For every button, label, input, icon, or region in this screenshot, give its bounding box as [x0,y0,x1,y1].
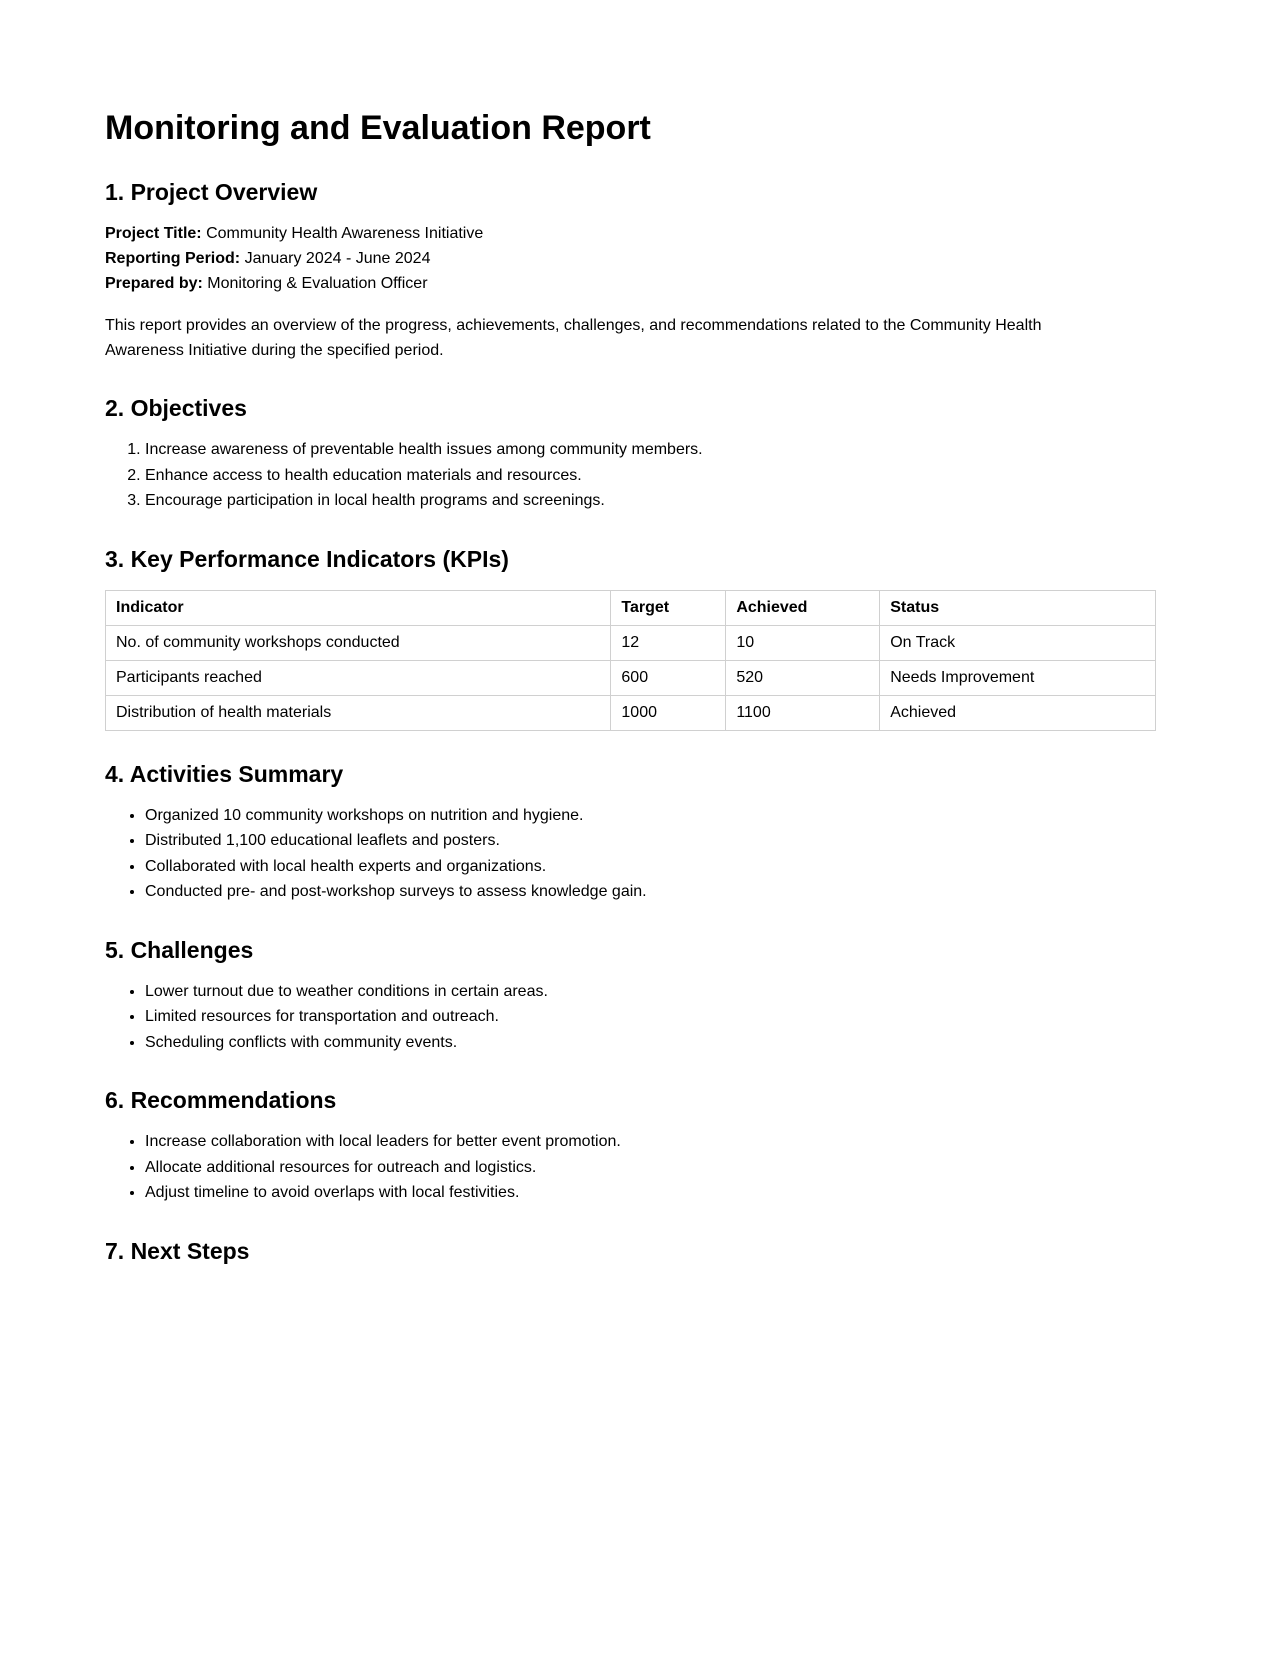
list-item: • Conducted pre- and post-workshop surveys to assess knowledge gain. [145,879,1158,905]
activities-list [105,803,1158,905]
cell-indicator: Distribution of health materials [106,695,611,730]
column-header-target: Target [611,590,726,625]
meta-value: Community Health Awareness Initiative [206,225,484,242]
cell-target: 600 [611,660,726,695]
meta-row-prepared-by [105,271,1158,296]
section-heading-overview: 1. Project Overview [105,179,318,205]
cell-status: Needs Improvement [880,660,1156,695]
list-item: • Lower turnout due to weather conditions in certain areas. [145,979,1158,1005]
table-row [106,660,1156,695]
recommendations-list [105,1129,1158,1206]
list-item: 1. Increase awareness of preventable health issues among community members. [145,437,1158,463]
column-header-achieved: Achieved [726,590,880,625]
column-header-indicator: Indicator [106,590,611,625]
table-header-row [106,590,1156,625]
objectives-list [105,437,1158,514]
section-heading-objectives: 2. Objectives [105,395,247,421]
project-meta [105,221,1158,296]
section-heading-recommendations: 6. Recommendations [105,1087,337,1113]
section-heading-challenges: 5. Challenges [105,936,254,963]
cell-indicator: Participants reached [106,660,611,695]
list-item: • Allocate additional resources for outreach and logistics. [145,1155,1158,1181]
kpi-table [105,590,1156,731]
list-item: 2. Enhance access to health education materials and resources. [145,463,1158,489]
meta-row-reporting-period [105,246,1158,271]
cell-achieved: 1100 [726,695,880,730]
meta-label: Prepared by: [105,275,203,292]
meta-value: Monitoring & Evaluation Officer [207,275,428,292]
cell-target: 12 [611,625,726,660]
page-title: Monitoring and Evaluation Report [105,109,651,147]
cell-status: On Track [880,625,1156,660]
list-item: • Scheduling conflicts with community events. [145,1030,1158,1056]
list-item: • Organized 10 community workshops on nutrition and hygiene. [145,803,1158,829]
meta-value: January 2024 - June 2024 [244,250,431,267]
challenges-list [105,979,1158,1056]
cell-status: Achieved [880,695,1156,730]
section-heading-next-steps: 7. Next Steps [105,1237,250,1264]
column-header-status: Status [880,590,1156,625]
meta-label: Project Title: [105,225,202,242]
section-heading-kpis: 3. Key Performance Indicators (KPIs) [105,545,509,572]
section-heading-activities: 4. Activities Summary [105,760,344,787]
meta-row-project-title [105,221,1158,246]
intro-paragraph: This report provides an overview of the progress, achievements, challenges, and recommendations related to the Community Health Awareness Initiative during the specified period. [105,317,1042,359]
list-item: • Adjust timeline to avoid overlaps with local festivities. [145,1180,1158,1206]
list-item: • Distributed 1,100 educational leaflets and posters. [145,828,1158,854]
list-item: • Increase collaboration with local leaders for better event promotion. [145,1129,1158,1155]
cell-achieved: 10 [726,625,880,660]
cell-target: 1000 [611,695,726,730]
list-item: • Collaborated with local health experts and organizations. [145,854,1158,880]
list-item: • Limited resources for transportation and outreach. [145,1004,1158,1030]
meta-label: Reporting Period: [105,250,241,267]
table-row [106,625,1156,660]
cell-achieved: 520 [726,660,880,695]
table-row [106,695,1156,730]
cell-indicator: No. of community workshops conducted [106,625,611,660]
list-item: 3. Encourage participation in local health programs and screenings. [145,488,1158,514]
